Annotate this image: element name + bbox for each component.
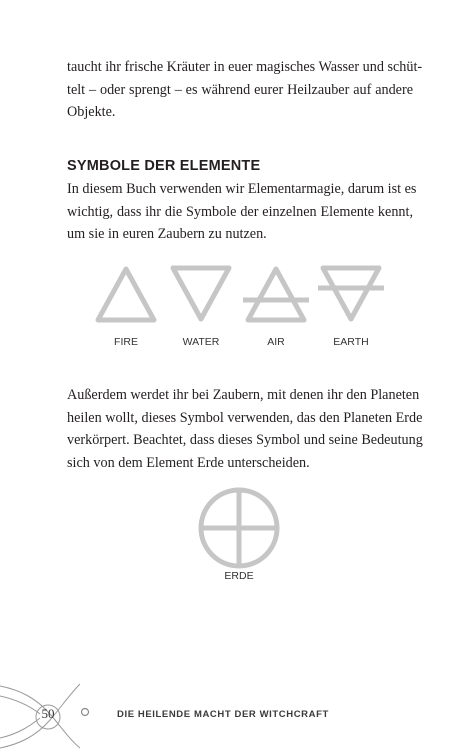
text-line: Objekte. [67, 104, 116, 120]
text-line: verkörpert. Beachtet, dass dieses Symbol und seine Bedeutung [67, 432, 423, 448]
text-line: heilen wollt, dieses Symbol verwenden, das den Planeten Erde [67, 409, 423, 426]
element-symbols-row [0, 262, 467, 362]
paragraph-planet [67, 384, 423, 474]
footer-dot-icon [80, 707, 90, 717]
symbol-label-earth: EARTH [333, 336, 369, 348]
text-line: taucht ihr frische Kräuter in euer magisches Wasser und schüt- [67, 59, 423, 75]
text-line: sich von dem Element Erde unterscheiden. [67, 454, 310, 471]
earth-element-symbol-icon [318, 262, 384, 326]
paragraph-intro [67, 56, 423, 124]
earth-planet-cross-icon [196, 485, 282, 571]
symbol-label-fire: FIRE [114, 336, 138, 348]
text-line: wichtig, dass ihr die Symbole der einzelnen Elemente kennt, [67, 203, 413, 220]
running-title: DIE HEILENDE MACHT DER WITCHCRAFT [117, 709, 329, 720]
symbol-label-air: AIR [267, 336, 285, 348]
water-symbol-icon [168, 262, 234, 326]
paragraph-elements [67, 178, 417, 246]
section-heading: SYMBOLE DER ELEMENTE [67, 158, 261, 174]
text-line: Außerdem werdet ihr bei Zaubern, mit denen ihr den Planeten [67, 387, 420, 403]
text-line: telt – oder sprengt – es während eurer Heilzauber auf andere [67, 81, 413, 98]
text-line: In diesem Buch verwenden wir Elementarmagie, darum ist es [67, 181, 417, 197]
air-symbol-icon [243, 262, 309, 326]
text-line: um sie in euren Zaubern zu nutzen. [67, 226, 267, 242]
symbol-label-water: WATER [182, 336, 220, 348]
page-number: 50 [41, 706, 55, 721]
symbol-label-erde: ERDE [224, 570, 254, 582]
fire-symbol-icon [93, 262, 159, 326]
